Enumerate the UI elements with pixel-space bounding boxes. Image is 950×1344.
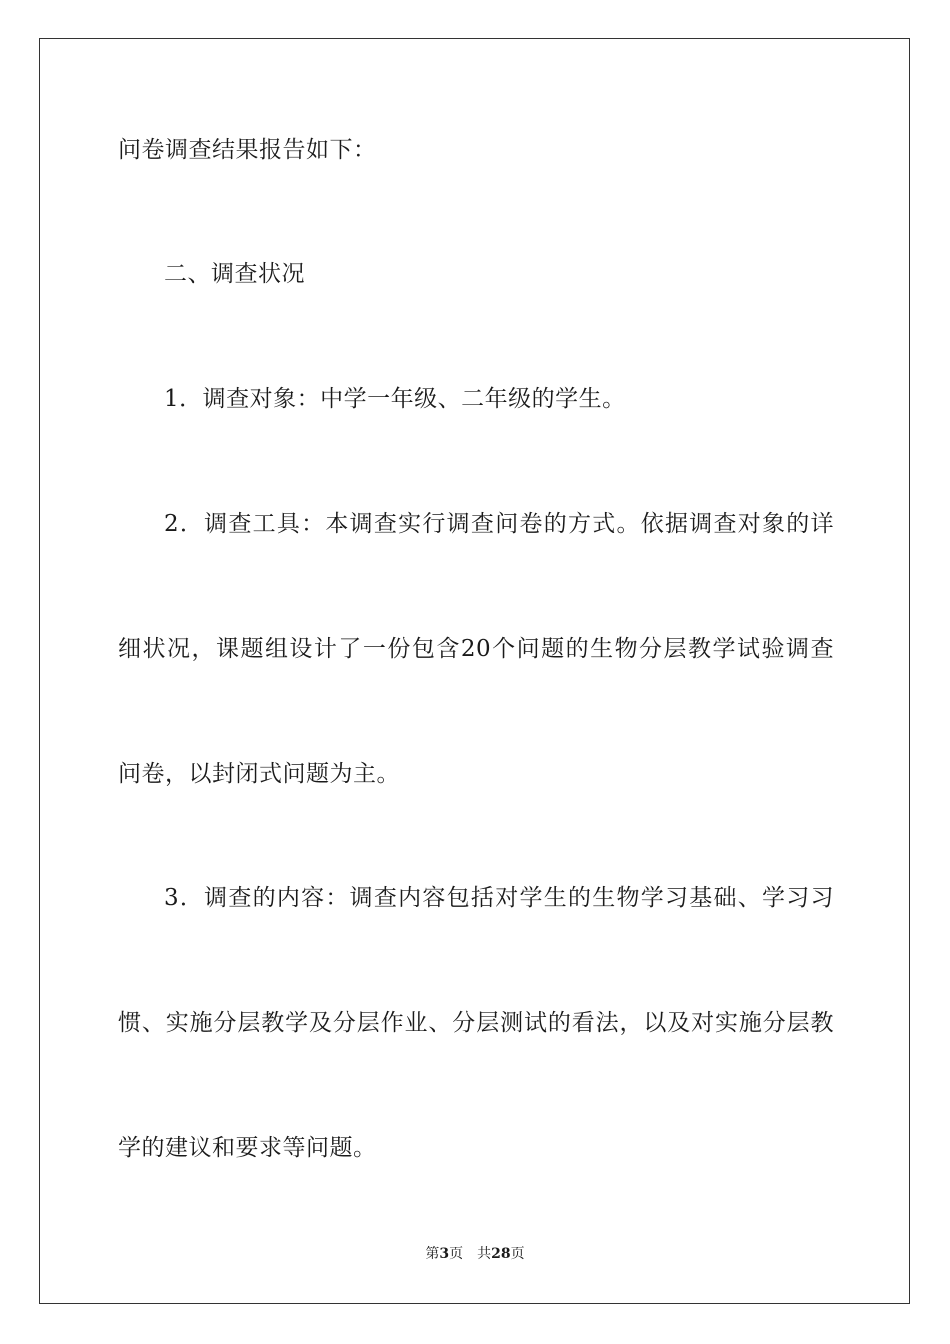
total-pages: 28 bbox=[491, 1246, 511, 1262]
total-prefix: 共 bbox=[477, 1246, 492, 1262]
page-prefix: 第 bbox=[425, 1246, 440, 1262]
item-3-line-3: 学的建议和要求等问题。 bbox=[118, 1135, 377, 1161]
page-suffix: 页 bbox=[449, 1246, 464, 1262]
item-1-line: 1．调查对象：中学一年级、二年级的学生。 bbox=[164, 386, 626, 412]
page-number: 3 bbox=[439, 1246, 450, 1262]
item-2-line-2: 细状况，课题组设计了一份包含20个问题的生物分层教学试验调查 bbox=[118, 636, 834, 662]
section-heading: 二、调查状况 bbox=[164, 261, 305, 287]
item-2-line-1: 2．调查工具：本调查实行调查问卷的方式。依据调查对象的详 bbox=[164, 511, 834, 537]
item-2-line-3: 问卷，以封闭式问题为主。 bbox=[118, 761, 400, 787]
page-footer bbox=[0, 1245, 950, 1263]
paragraph-line-1: 问卷调查结果报告如下： bbox=[118, 137, 377, 163]
item-3-line-1: 3．调查的内容：调查内容包括对学生的生物学习基础、学习习 bbox=[164, 885, 834, 911]
total-suffix: 页 bbox=[510, 1246, 525, 1262]
page-frame bbox=[39, 38, 910, 1304]
item-3-line-2: 惯、实施分层教学及分层作业、分层测试的看法，以及对实施分层教 bbox=[118, 1010, 834, 1036]
